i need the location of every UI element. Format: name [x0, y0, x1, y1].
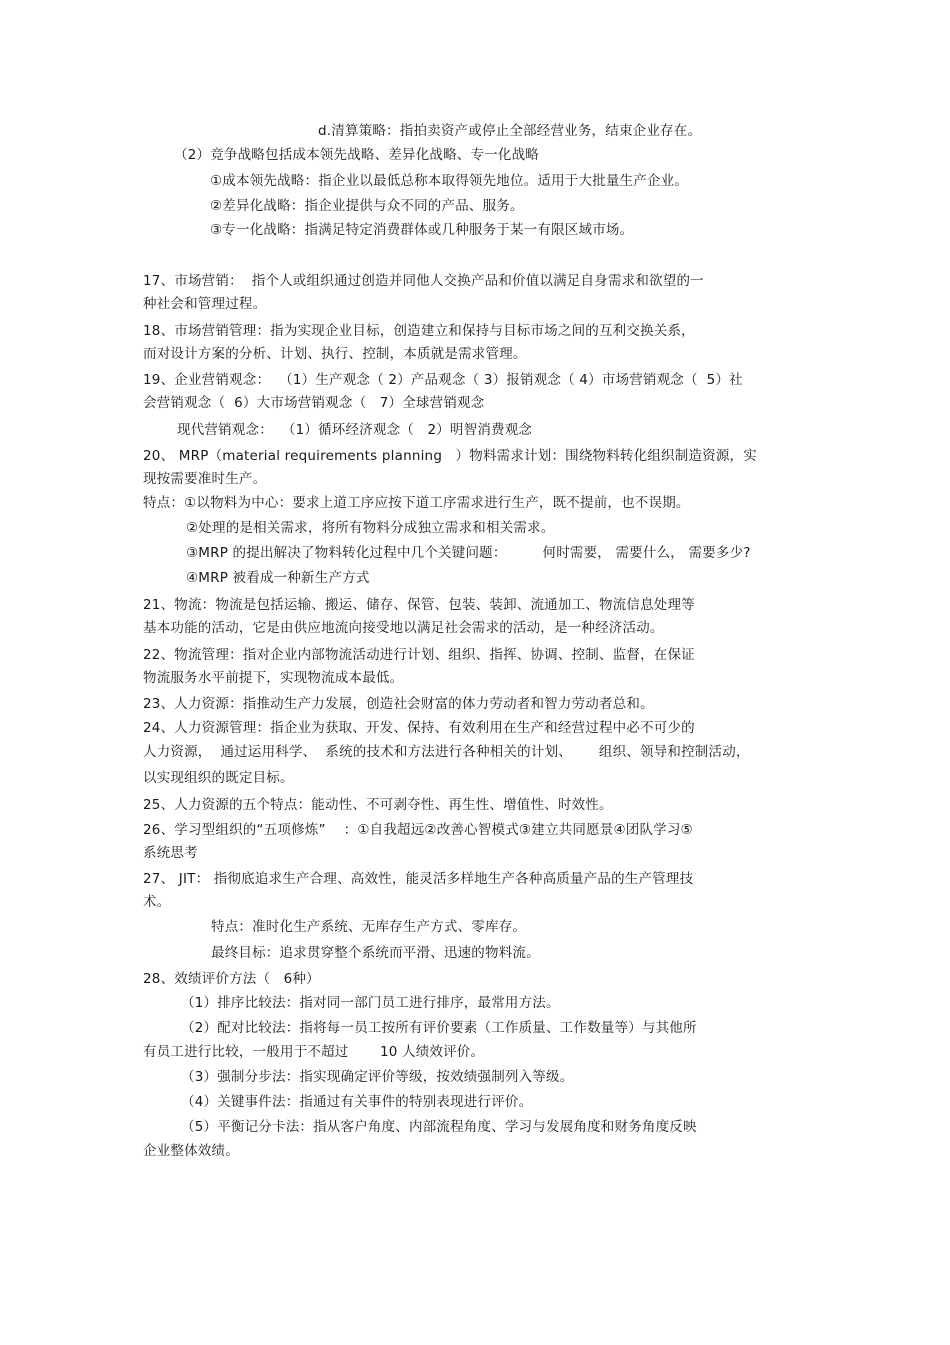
text-line: d.清算策略：指拍卖资产或停止全部经营业务，结束企业存在。 [318, 123, 702, 139]
text-line: 现按需要准时生产。 [143, 471, 267, 487]
text-line: 26、学习型组织的“五项修炼” ：①自我超远②改善心智模式③建立共同愿景④团队学习⑤ [143, 822, 693, 838]
text-line: 23、人力资源：指推动生产力发展，创造社会财富的体力劳动者和智力劳动者总和。 [143, 696, 654, 712]
text-line: 27、 JIT： 指彻底追求生产合理、高效性，能灵活多样地生产各种高质量产品的生产管理技 [143, 871, 694, 887]
text-line: ②处理的是相关需求，将所有物料分成独立需求和相关需求。 [186, 520, 555, 536]
text-line: ③专一化战略：指满足特定消费群体或几种服务于某一有限区域市场。 [210, 222, 634, 238]
text-line: 17、市场营销： 指个人或组织通过创造并同他人交换产品和价值以满足自身需求和欲望的一 [143, 273, 704, 289]
text-line: 术。 [143, 894, 171, 910]
text-line: ④MRP 被看成一种新生产方式 [186, 570, 370, 586]
text-line: 特点：①以物料为中心：要求上道工序应按下道工序需求进行生产，既不提前，也不误期。 [143, 495, 690, 511]
text-line: 24、人力资源管理：指企业为获取、开发、保持、有效利用在生产和经营过程中必不可少的 [143, 720, 695, 736]
text-line: （5）平衡记分卡法：指从客户角度、内部流程角度、学习与发展角度和财务角度反映 [181, 1119, 697, 1135]
text-line: （2）配对比较法：指将每一员工按所有评价要素（工作质量、工作数量等）与其他所 [181, 1020, 697, 1036]
text-line: （1）排序比较法：指对同一部门员工进行排序，最常用方法。 [181, 995, 560, 1011]
text-line: 最终目标：追求贯穿整个系统而平滑、迅速的物料流。 [211, 945, 540, 961]
text-line: 21、物流：物流是包括运输、搬运、储存、保管、包装、装卸、流通加工、物流信息处理等 [143, 597, 695, 613]
text-line: 22、物流管理：指对企业内部物流活动进行计划、组织、指挥、协调、控制、监督，在保证 [143, 647, 695, 663]
text-line: 种社会和管理过程。 [143, 296, 267, 312]
text-line: ①成本领先战略：指企业以最低总称本取得领先地位。适用于大批量生产企业。 [210, 173, 689, 189]
text-line: 现代营销观念： （1）循环经济观念（ 2）明智消费观念 [177, 422, 533, 438]
text-line: 特点：准时化生产系统、无库存生产方式、零库存。 [211, 919, 527, 935]
text-line: 以实现组织的既定目标。 [143, 770, 294, 786]
text-line: 25、人力资源的五个特点：能动性、不可剥夺性、再生性、增值性、时效性。 [143, 797, 613, 813]
text-line: （2）竞争战略包括成本领先战略、差异化战略、专一化战略 [174, 147, 539, 163]
text-line: 20、 MRP（material requirements planning ）物料需求计划：围绕物料转化组织制造资源，实 [143, 448, 757, 464]
text-line: 19、企业营销观念： （1）生产观念（ 2）产品观念（ 3）报销观念（ 4）市场营销观念（ 5）社 [143, 372, 743, 388]
text-line: （4）关键事件法：指通过有关事件的特别表现进行评价。 [181, 1094, 533, 1110]
text-line: 会营销观念（ 6）大市场营销观念（ 7）全球营销观念 [143, 395, 485, 411]
text-line: 物流服务水平前提下，实现物流成本最低。 [143, 670, 404, 686]
text-line: 有员工进行比较，一般用于不超过 10 人绩效评价。 [143, 1044, 485, 1060]
text-line: 而对设计方案的分析、计划、执行、控制，本质就是需求管理。 [143, 346, 527, 362]
text-line: ③MRP 的提出解决了物料转化过程中几个关键问题： 何时需要， 需要什么， 需要多少? [186, 545, 751, 561]
text-line: 基本功能的活动，它是由供应地流向接受地以满足社会需求的活动，是一种经济活动。 [143, 620, 664, 636]
text-line: （3）强制分步法：指实现确定评价等级，按效绩强制列入等级。 [181, 1069, 574, 1085]
text-line: 系统思考 [143, 845, 198, 861]
text-line: 人力资源， 通过运用科学、 系统的技术和方法进行各种相关的计划、 组织、领导和控制活动， [143, 744, 750, 760]
text-line: 企业整体效绩。 [143, 1143, 239, 1159]
text-line: ②差异化战略：指企业提供与众不同的产品、服务。 [210, 198, 524, 214]
text-line: 28、效绩评价方法（ 6种） [143, 971, 320, 987]
text-line: 18、市场营销管理：指为实现企业目标，创造建立和保持与目标市场之间的互利交换关系， [143, 323, 695, 339]
